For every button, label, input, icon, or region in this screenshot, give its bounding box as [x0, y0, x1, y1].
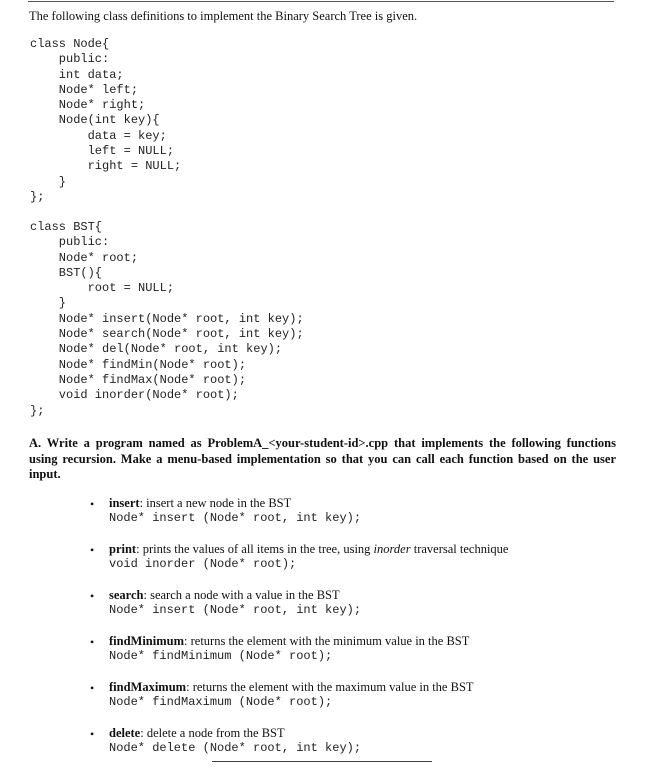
- code-line: void inorder(Node* root);: [30, 388, 239, 403]
- code-line: right = NULL;: [30, 159, 182, 174]
- code-line: Node* left;: [30, 82, 139, 97]
- bullet-icon: •: [90, 727, 95, 741]
- function-desc-text: : insert a new node in the BST: [139, 496, 292, 510]
- function-name: delete: [109, 726, 141, 740]
- bullet-icon: •: [90, 681, 95, 695]
- code-line: class Node{: [30, 37, 110, 51]
- function-desc-emphasis: inorder: [373, 542, 411, 556]
- function-item-findminimum: [90, 634, 508, 680]
- code-line: }: [30, 174, 67, 189]
- code-line: data = key;: [30, 128, 167, 143]
- function-description: [109, 726, 508, 741]
- bullet-icon: •: [90, 635, 95, 649]
- code-line: class BST{: [30, 220, 103, 234]
- function-signature: Node* delete (Node* root, int key);: [109, 741, 362, 755]
- function-item-search: [90, 588, 508, 634]
- code-line: Node* insert(Node* root, int key);: [30, 311, 304, 326]
- code-line: public:: [30, 52, 110, 67]
- function-name: insert: [109, 496, 140, 510]
- code-line: Node* search(Node* root, int key);: [30, 327, 304, 342]
- code-line: left = NULL;: [30, 144, 175, 159]
- function-item-print: [90, 542, 508, 588]
- function-description: [109, 680, 508, 695]
- function-desc-text: : search a node with a value in the BST: [143, 588, 340, 602]
- function-item-delete: [90, 726, 508, 772]
- code-line: Node* del(Node* root, int key);: [30, 342, 283, 357]
- code-line: }: [30, 296, 67, 311]
- function-item-findmaximum: [90, 680, 508, 726]
- function-description: [109, 634, 508, 649]
- function-description: [109, 542, 508, 557]
- bullet-icon: •: [90, 543, 95, 557]
- code-line: Node* root;: [30, 250, 139, 265]
- function-list: [90, 496, 508, 772]
- function-desc-text: : prints the values of all items in the tree, using: [136, 542, 374, 556]
- code-line: int data;: [30, 67, 124, 82]
- function-signature: Node* findMaximum (Node* root);: [109, 695, 333, 709]
- code-line: public:: [30, 235, 110, 250]
- code-line: Node(int key){: [30, 113, 160, 128]
- code-line: Node* findMin(Node* root);: [30, 357, 247, 372]
- function-desc-text: : returns the element with the minimum value in the BST: [184, 634, 470, 648]
- function-name: findMaximum: [109, 680, 187, 694]
- intro-text: The following class definitions to implement the Binary Search Tree is given.: [29, 9, 418, 23]
- task-description: A. Write a program named as ProblemA_<your-student-id>.cpp that implements the following functions using recursion. Make a menu-based implementation so that you can call each function based on the user input.: [29, 436, 616, 481]
- function-desc-text: : returns the element with the maximum value in the BST: [186, 680, 474, 694]
- function-item-insert: [90, 496, 508, 542]
- bullet-icon: •: [90, 497, 95, 511]
- function-description: [109, 496, 508, 511]
- function-signature: Node* findMinimum (Node* root);: [109, 649, 333, 663]
- code-line: root = NULL;: [30, 281, 175, 296]
- bullet-icon: •: [90, 589, 95, 603]
- top-rule: [28, 1, 614, 2]
- function-signature: Node* insert (Node* root, int key);: [109, 511, 362, 525]
- code-line: BST(){: [30, 265, 103, 280]
- code-line: };: [30, 403, 45, 418]
- function-signature: void inorder (Node* root);: [109, 557, 297, 571]
- function-name: findMinimum: [109, 634, 185, 648]
- function-signature: Node* insert (Node* root, int key);: [109, 603, 362, 617]
- function-desc-text: traversal technique: [410, 542, 509, 556]
- node-class-code: [30, 37, 181, 205]
- function-name: print: [109, 542, 137, 556]
- bst-class-code: [30, 220, 304, 419]
- code-line: Node* right;: [30, 98, 146, 113]
- function-description: [109, 588, 508, 603]
- code-line: Node* findMax(Node* root);: [30, 372, 247, 387]
- function-desc-text: : delete a node from the BST: [140, 726, 285, 740]
- bottom-rule: [212, 761, 432, 762]
- code-line: };: [30, 189, 45, 204]
- function-name: search: [109, 588, 144, 602]
